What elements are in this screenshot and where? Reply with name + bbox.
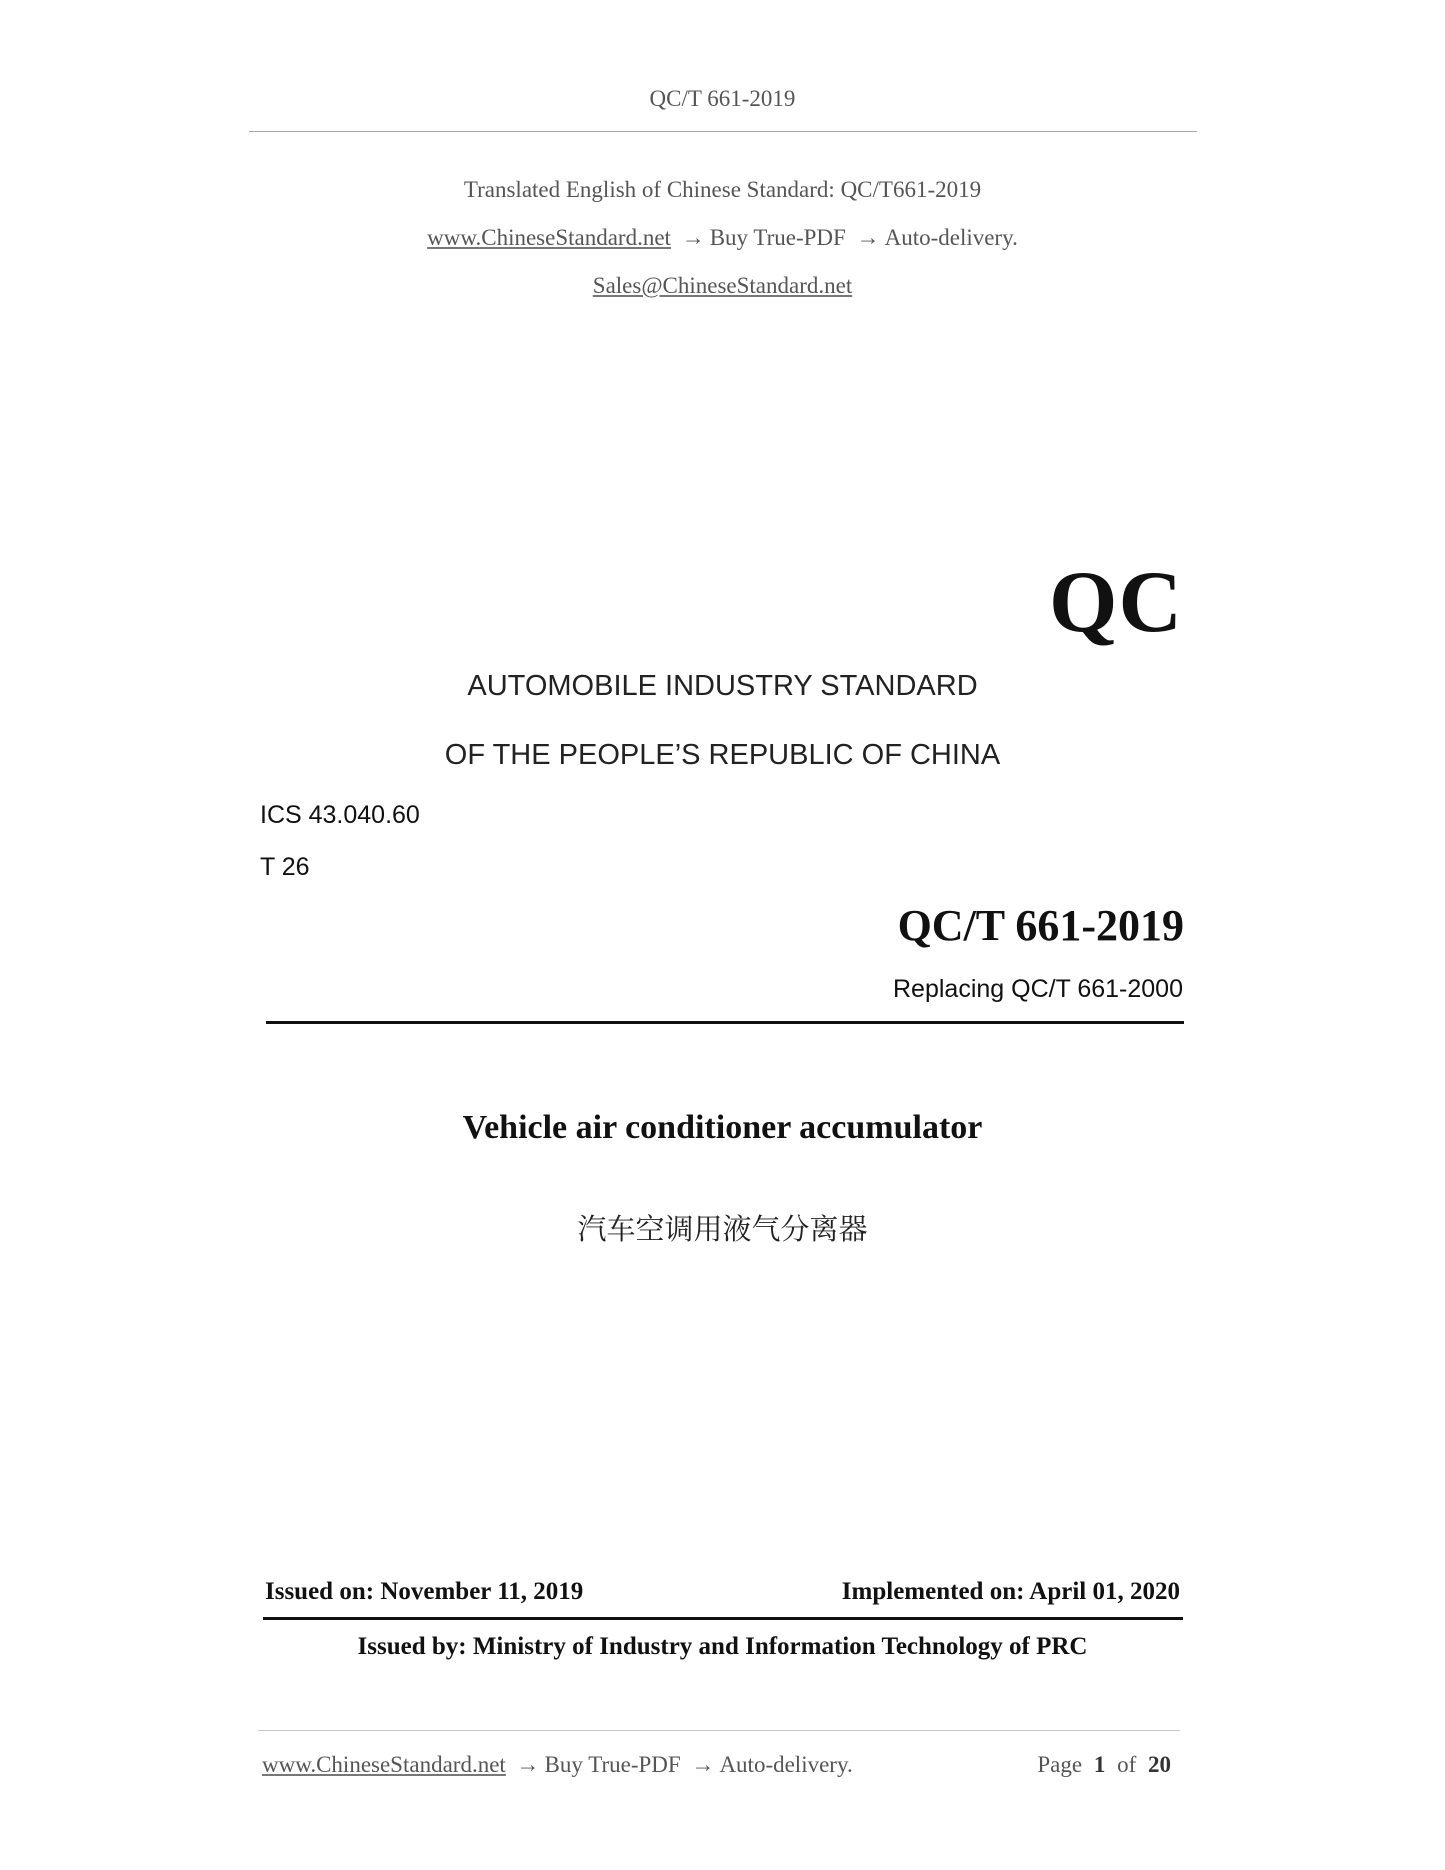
footer-site-link[interactable]: www.ChineseStandard.net [262,1752,506,1777]
document-title-english: Vehicle air conditioner accumulator [462,1109,983,1146]
issued-by: Issued by: Ministry of Industry and Information Technology of PRC [357,1633,1088,1660]
arrow-right-icon: → [681,225,705,250]
ics-code: ICS 43.040.60 [260,801,420,829]
promo-line [0,225,1445,251]
document-title-chinese: 汽车空调用液气分离器 [577,1212,868,1246]
arrow-right-icon: → [516,1752,540,1777]
arrow-right-icon: → [856,225,880,250]
arrow-right-icon: → [691,1752,715,1777]
footer-buy-true-pdf-text: Buy True-PDF [544,1752,681,1777]
issue-divider [263,1617,1183,1620]
issued-on-date: Issued on: November 11, 2019 [265,1578,584,1605]
standard-category-line1: AUTOMOBILE INDUSTRY STANDARD [467,670,978,702]
page-indicator [1037,1752,1177,1778]
footer-auto-delivery-text: Auto-delivery. [719,1752,853,1777]
replacing-note: Replacing QC/T 661-2000 [893,975,1183,1003]
header-divider [249,131,1197,132]
auto-delivery-text: Auto-delivery. [884,225,1018,250]
qc-logo-mark: QC [1049,554,1183,651]
sales-email-line [0,273,1445,299]
standard-category-line2: OF THE PEOPLE’S REPUBLIC OF CHINA [444,739,1001,771]
title-divider [266,1021,1184,1024]
standard-number: QC/T 661-2019 [897,901,1184,950]
site-link[interactable]: www.ChineseStandard.net [427,225,671,250]
translation-note: Translated English of Chinese Standard: QC/T661-2019 [463,177,982,202]
implemented-on-date: Implemented on: April 01, 2020 [841,1578,1180,1605]
sales-email-link[interactable]: Sales@ChineseStandard.net [592,273,853,298]
page-current: 1 [1093,1752,1106,1777]
page-label: Page [1037,1752,1083,1777]
page-of-label: of [1117,1752,1137,1777]
buy-true-pdf-text: Buy True-PDF [709,225,846,250]
running-header: QC/T 661-2019 [649,86,796,111]
footer-promo-line [262,1752,853,1778]
page-total: 20 [1148,1752,1171,1777]
classification-code: T 26 [260,853,310,881]
footer-divider [258,1730,1180,1731]
